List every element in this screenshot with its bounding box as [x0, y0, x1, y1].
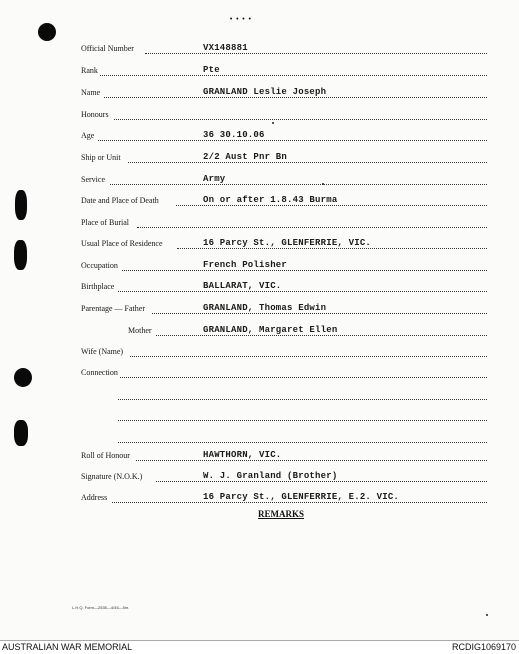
punch-hole-top [38, 23, 56, 41]
row-ship-or-unit [0, 153, 519, 167]
row-connection-cont-1 [0, 390, 519, 404]
row-connection-cont-2 [0, 411, 519, 425]
value-death: On or after 1.8.43 Burma [203, 195, 338, 205]
label-rank: Rank [81, 66, 98, 75]
top-mark: •••• [229, 16, 254, 24]
page-speck [272, 122, 274, 124]
label-connection: Connection [81, 368, 118, 377]
page-speck [486, 614, 488, 616]
dotted-line [118, 399, 487, 400]
row-name [0, 88, 519, 102]
dotted-line [120, 377, 487, 378]
row-death [0, 196, 519, 210]
dotted-line [145, 53, 487, 54]
label-honours: Honours [81, 110, 109, 119]
dotted-line [128, 162, 487, 163]
row-signature [0, 472, 519, 486]
label-mother: Mother [128, 326, 152, 335]
dotted-line [130, 356, 487, 357]
value-rank: Pte [203, 65, 220, 75]
row-connection [0, 368, 519, 382]
label-residence: Usual Place of Residence [81, 239, 163, 248]
dotted-line [122, 270, 487, 271]
value-name: GRANLAND Leslie Joseph [203, 87, 327, 97]
value-occupation: French Polisher [203, 260, 288, 270]
dotted-line [104, 97, 487, 98]
label-name: Name [81, 88, 101, 97]
row-residence [0, 239, 519, 253]
row-connection-cont-3 [0, 433, 519, 447]
dotted-line [152, 313, 487, 314]
dotted-line [118, 291, 487, 292]
dotted-line [156, 481, 487, 482]
label-official-number: Official Number [81, 44, 134, 53]
row-official-number [0, 44, 519, 58]
dotted-line [114, 119, 487, 120]
label-birthplace: Birthplace [81, 282, 115, 291]
row-birthplace [0, 282, 519, 296]
value-official-number: VX148881 [203, 43, 248, 53]
row-occupation [0, 261, 519, 275]
value-residence: 16 Parcy St., GLENFERRIE, VIC. [203, 238, 372, 248]
value-address: 16 Parcy St., GLENFERRIE, E.2. VIC. [203, 492, 400, 502]
dotted-line [176, 205, 487, 206]
row-service [0, 175, 519, 189]
archive-name: AUSTRALIAN WAR MEMORIAL [2, 642, 133, 652]
label-roll-of-honour: Roll of Honour [81, 451, 130, 460]
dotted-line [112, 502, 487, 503]
label-age: Age [81, 131, 95, 140]
value-signature: W. J. Granland (Brother) [203, 471, 338, 481]
label-ship-or-unit: Ship or Unit [81, 153, 121, 162]
row-rank [0, 66, 519, 80]
value-roll-of-honour: HAWTHORN, VIC. [203, 450, 282, 460]
label-signature: Signature (N.O.K.) [81, 472, 143, 481]
dotted-line [136, 460, 487, 461]
row-mother [0, 326, 519, 340]
label-occupation: Occupation [81, 261, 118, 270]
row-age [0, 131, 519, 145]
dotted-line [156, 335, 487, 336]
row-address [0, 493, 519, 507]
dotted-line [177, 248, 487, 249]
dotted-line [98, 140, 487, 141]
value-age: 36 30.10.06 [203, 130, 265, 140]
row-honours [0, 110, 519, 124]
label-father: Parentage — Father [81, 304, 145, 313]
remarks-heading: REMARKS [258, 509, 305, 519]
value-father: GRANLAND, Thomas Edwin [203, 303, 327, 313]
archive-record-id: RCDIG1069170 [451, 642, 516, 652]
label-address: Address [81, 493, 108, 502]
label-burial: Place of Burial [81, 218, 129, 227]
dotted-line [100, 75, 487, 76]
dotted-line [110, 184, 487, 185]
label-death: Date and Place of Death [81, 196, 159, 205]
dotted-line [137, 227, 487, 228]
dotted-line [118, 442, 487, 443]
row-father [0, 304, 519, 318]
row-roll-of-honour [0, 451, 519, 465]
value-mother: GRANLAND, Margaret Ellen [203, 325, 338, 335]
dotted-line [118, 420, 487, 421]
row-burial [0, 218, 519, 232]
form-print-code: L.H.Q. Form—2535—4/45—5m. [72, 605, 130, 610]
archive-footer [0, 640, 519, 654]
label-service: Service [81, 175, 105, 184]
value-service: Army [203, 174, 226, 184]
value-ship-or-unit: 2/2 Aust Pnr Bn [203, 152, 288, 162]
label-wife: Wife (Name) [81, 347, 124, 356]
value-birthplace: BALLARAT, VIC. [203, 281, 282, 291]
page-speck [322, 183, 324, 185]
row-wife [0, 347, 519, 361]
